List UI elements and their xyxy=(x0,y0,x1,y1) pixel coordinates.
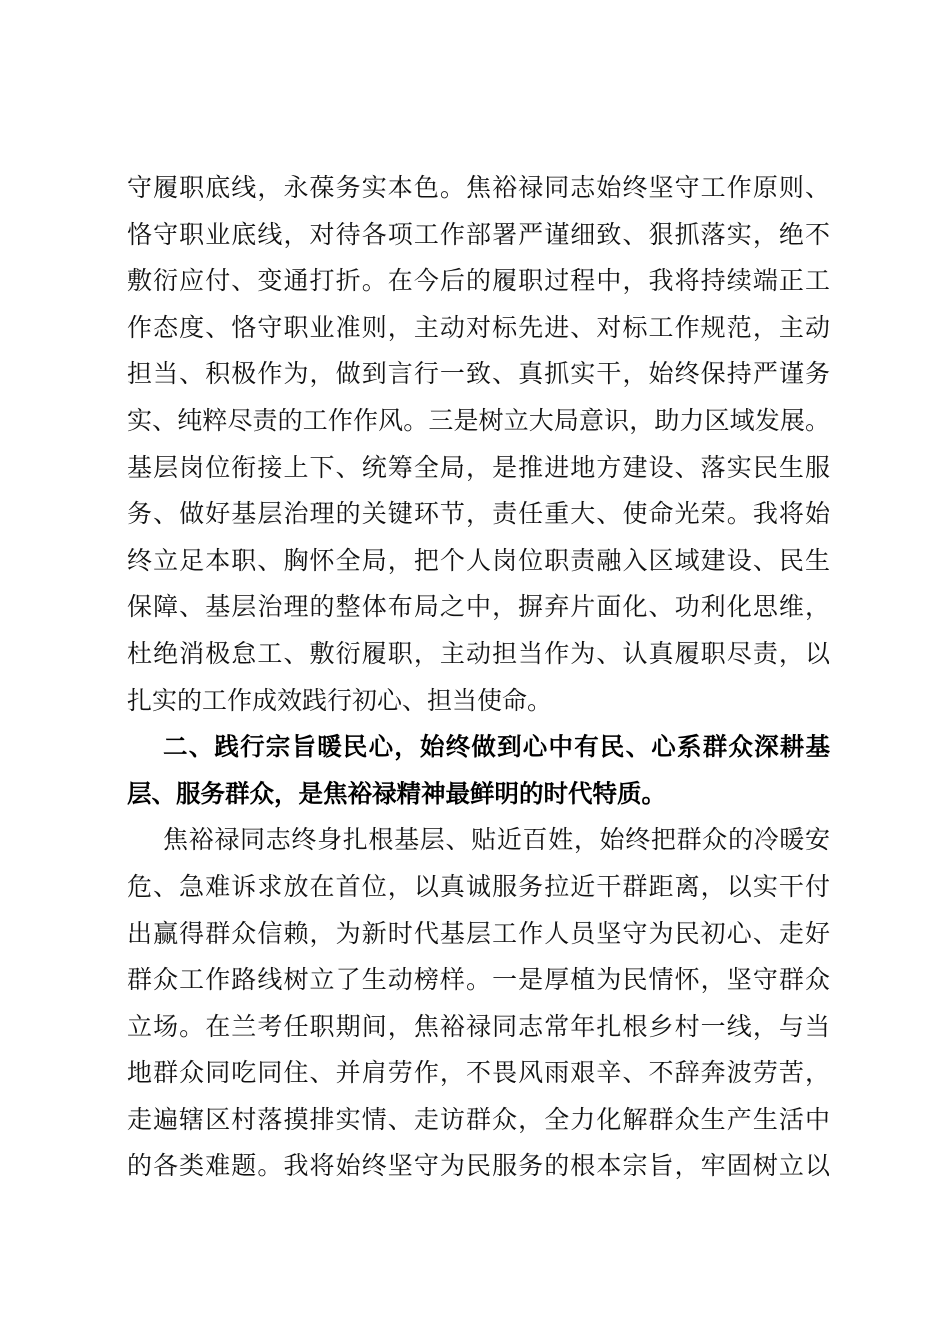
text-line: 出赢得群众信赖，为新时代基层工作人员坚守为民初心、走好 xyxy=(127,918,830,948)
text-line: 保障、基层治理的整体布局之中，摒弃片面化、功利化思维， xyxy=(127,592,830,622)
document-body xyxy=(127,165,830,1190)
text-line: 务、做好基层治理的关键环节，责任重大、使命光荣。我将始 xyxy=(127,499,830,529)
text-line: 扎实的工作成效践行初心、担当使命。 xyxy=(127,685,553,715)
text-line: 基层岗位衔接上下、统筹全局，是推进地方建设、落实民生服 xyxy=(127,452,830,482)
text-line: 的各类难题。我将始终坚守为民服务的根本宗旨，牢固树立以 xyxy=(127,1151,830,1181)
heading-line: 二、践行宗旨暖民心，始终做到心中有民、心系群众深耕基 xyxy=(163,732,830,762)
text-line: 群众工作路线树立了生动榜样。一是厚植为民情怀，坚守群众 xyxy=(127,965,830,995)
text-line: 终立足本职、胸怀全局，把个人岗位职责融入区域建设、民生 xyxy=(127,545,830,575)
text-line: 危、急难诉求放在首位，以真诚服务拉近干群距离，以实干付 xyxy=(127,871,830,901)
text-line: 焦裕禄同志终身扎根基层、贴近百姓，始终把群众的冷暖安 xyxy=(163,825,830,855)
text-line: 作态度、恪守职业准则，主动对标先进、对标工作规范，主动 xyxy=(127,312,830,342)
text-line: 实、纯粹尽责的工作作风。三是树立大局意识，助力区域发展。 xyxy=(127,405,830,435)
text-line: 地群众同吃同住、并肩劳作，不畏风雨艰辛、不辞奔波劳苦， xyxy=(127,1058,830,1088)
text-line: 走遍辖区村落摸排实情、走访群众，全力化解群众生产生活中 xyxy=(127,1104,830,1134)
text-line: 恪守职业底线，对待各项工作部署严谨细致、狠抓落实，绝不 xyxy=(127,219,830,249)
text-line: 立场。在兰考任职期间，焦裕禄同志常年扎根乡村一线，与当 xyxy=(127,1011,830,1041)
paragraph-continuation xyxy=(127,165,830,724)
text-line: 守履职底线，永葆务实本色。焦裕禄同志始终坚守工作原则、 xyxy=(127,173,830,202)
heading-line: 层、服务群众，是焦裕禄精神最鲜明的时代特质。 xyxy=(127,778,666,808)
text-line: 杜绝消极怠工、敷衍履职，主动担当作为、认真履职尽责，以 xyxy=(127,638,830,668)
text-line: 担当、积极作为，做到言行一致、真抓实干，始终保持严谨务 xyxy=(127,359,830,389)
section-heading xyxy=(127,724,830,817)
paragraph-body xyxy=(127,817,830,1190)
text-line: 敷衍应付、变通打折。在今后的履职过程中，我将持续端正工 xyxy=(127,266,830,296)
